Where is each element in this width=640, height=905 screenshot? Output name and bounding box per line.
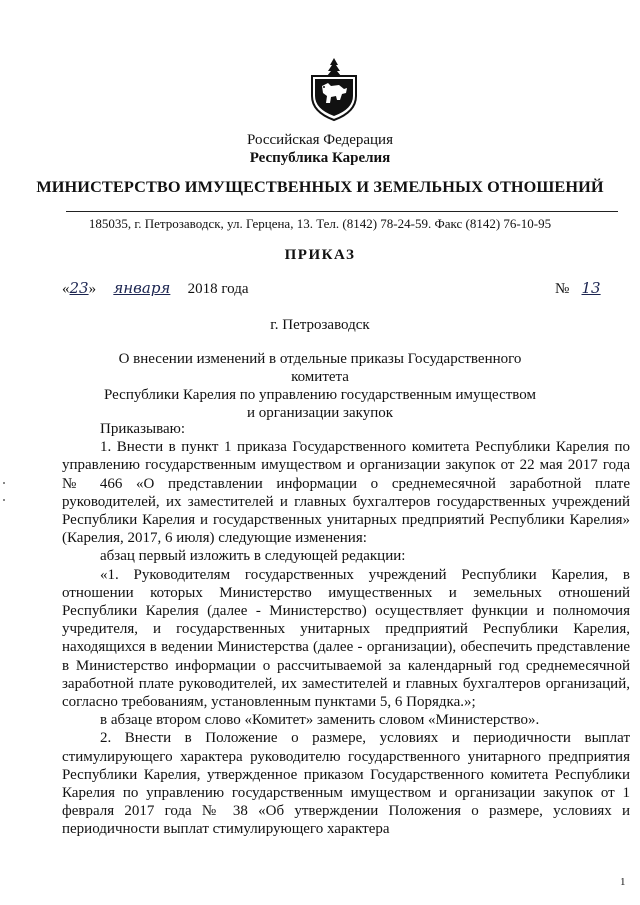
body-paragraph: 2. Внести в Положение о размере, условиях и периодичности выплат стимулирующего характера руководителю государственного унитарного предприятия Республики Карелия, утвержденное приказом Государственного комитета Республики Карелия по управлению государственным имуществом и организации закупок от 1 февраля 2017 года № 38 «Об утверждении Положения о размере, условиях и периодичности выплат стимулирующего характера	[62, 730, 630, 838]
number-label: №	[555, 281, 570, 297]
header-federation: Российская Федерация	[247, 132, 393, 148]
order-title	[90, 350, 550, 422]
date-year: 2018 года	[187, 281, 249, 297]
order-number	[555, 279, 609, 298]
karelia-coat-of-arms-icon	[307, 56, 361, 122]
date-open-quote: «	[62, 281, 70, 297]
title-line-2: Республики Карелия по управлению государственным имуществом	[104, 387, 536, 403]
number-value-handwritten: 13	[581, 279, 601, 297]
date-close-quote: »	[88, 281, 97, 297]
scan-mark	[3, 482, 5, 484]
header-address: 185035, г. Петрозаводск, ул. Герцена, 13. Тел. (8142) 78-24-59. Факс (8142) 76-10-95	[88, 216, 552, 231]
title-line-3: и организации закупок	[246, 405, 394, 421]
date-month-handwritten: января	[113, 279, 171, 297]
order-date	[62, 279, 248, 298]
body-paragraph: Приказываю:	[100, 421, 185, 437]
order-city: г. Петрозаводск	[270, 317, 370, 333]
order-label: ПРИКАЗ	[284, 247, 356, 263]
title-line-1: О внесении изменений в отдельные приказы Государственного комитета	[118, 351, 522, 385]
body-paragraph: в абзаце втором слово «Комитет» заменить словом «Министерство».	[100, 712, 540, 729]
order-body	[62, 420, 630, 839]
scan-mark	[3, 499, 5, 501]
body-paragraph: «1. Руководителям государственных учреждений Республики Карелия, в отношении которых Министерство имущественных и земельных отношений Республики Карелия (далее - Министерство) осуществляет функции и полномочия учредителя, и государственных унитарных предприятий Республики Карелия, находящихся в ведении Министерства (далее - организации), обеспечить представление в Министерство информации о рассчитываемой за календарный год среднемесячной заработной плате руководителей, их заместителей и главных бухгалтеров организаций, согласно требованиям, установленным пунктами 5, 6 Порядка.»;	[62, 566, 630, 711]
page-number: 1	[620, 876, 626, 888]
body-paragraph: 1. Внести в пункт 1 приказа Государственного комитета Республики Карелия по управлению государственным имуществом и организации закупок от 22 мая 2017 года № 466 «О представлении информации о среднемесячной заработной плате руководителей, их заместителей и главных бухгалтеров государственных учреждений Республики Карелия и государственных унитарных предприятий Республики Карелия» (Карелия, 2017, 6 июля) следующие изменения:	[62, 439, 630, 547]
header-ministry: МИНИСТЕРСТВО ИМУЩЕСТВЕННЫХ И ЗЕМЕЛЬНЫХ ОТНОШЕНИЙ	[36, 177, 604, 196]
header-republic: Республика Карелия	[249, 150, 391, 166]
body-paragraph: абзац первый изложить в следующей редакции:	[100, 548, 406, 565]
header-divider	[66, 211, 618, 212]
date-day-handwritten: 23	[69, 279, 89, 297]
